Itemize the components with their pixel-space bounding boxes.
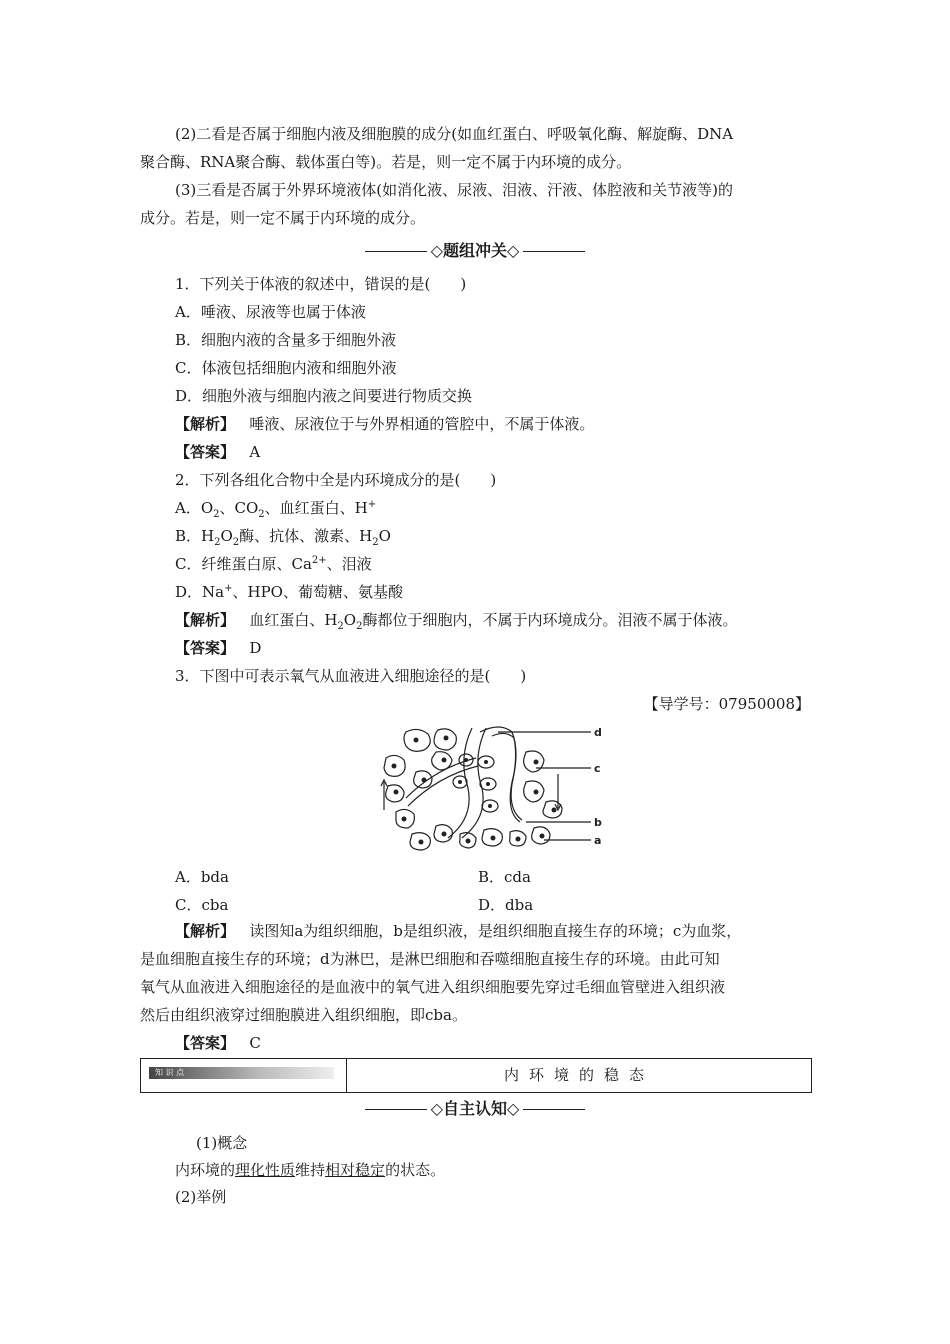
fig-label-c: c bbox=[594, 762, 601, 775]
analysis-label: 【解析】 bbox=[175, 415, 236, 433]
q2-answer bbox=[175, 638, 261, 658]
q2-stem: 2．下列各组化合物中全是内环境成分的是( ) bbox=[175, 471, 497, 489]
section-divider-self-study bbox=[0, 1099, 950, 1119]
underlined-term: 理化性质 bbox=[235, 1161, 296, 1179]
section-title: 内环境的稳态 bbox=[503, 1066, 654, 1084]
q2-option-a: A．$O_2$、$CO_2$、血红蛋白、H+ bbox=[175, 499, 377, 520]
q1-option-b: B．细胞内液的含量多于细胞外液 bbox=[175, 331, 397, 349]
q1-answer bbox=[175, 442, 260, 462]
q1-option-a: A．唾液、尿液等也属于体液 bbox=[175, 303, 366, 321]
fig-label-b: b bbox=[594, 816, 602, 829]
q3-stem: 3．下图中可表示氧气从血液进入细胞途径的是( ) bbox=[175, 667, 527, 685]
q2-option-d: D．Na+、HPO、葡萄糖、氨基酸 bbox=[175, 583, 403, 601]
analysis-label: 【解析】 bbox=[175, 611, 236, 629]
intro-p3-line1: (3)三看是否属于外界环境液体(如消化液、尿液、泪液、汗液、体腔液和关节液等)的 bbox=[175, 181, 733, 199]
analysis-text: 唾液、尿液位于与外界相通的管腔中，不属于体液。 bbox=[249, 415, 595, 433]
q3-option-d: D．dba bbox=[478, 896, 534, 914]
q2-option-b: B．$H_2O_2$酶、抗体、激素、$H_2O$ bbox=[175, 527, 391, 548]
section-header-box bbox=[140, 1058, 812, 1093]
q2-analysis: 【解析】 血红蛋白、$H_2O_2$酶都位于细胞内，不属于内环境成分。泪液不属于体液。 bbox=[175, 611, 738, 632]
q3-analysis-line1: 【解析】 读图知a为组织细胞，b是组织液，是组织细胞直接生存的环境；c为血浆， bbox=[175, 922, 742, 940]
q2-option-c: C．纤维蛋白原、$Ca^{2+}$、泪液 bbox=[175, 555, 372, 573]
divider-title: ◇自主认知◇ bbox=[430, 1099, 520, 1118]
example-label: (2)举例 bbox=[175, 1188, 227, 1206]
tissue-diagram bbox=[376, 722, 606, 862]
q1-option-d: D．细胞外液与细胞内液之间要进行物质交换 bbox=[175, 387, 473, 405]
q1-analysis bbox=[175, 414, 594, 434]
intro-p2-line1: (2)二看是否属于细胞内液及细胞膜的成分(如血红蛋白、呼吸氧化酶、解旋酶、DNA bbox=[175, 125, 734, 143]
q3-guide-number: 【导学号：07950008】 bbox=[643, 695, 810, 713]
q3-analysis-line2: 是血细胞直接生存的环境；d为淋巴，是淋巴细胞和吞噬细胞直接生存的环境。由此可知 bbox=[140, 950, 720, 968]
concept-label: (1)概念 bbox=[196, 1134, 248, 1152]
answer-text: C bbox=[249, 1034, 261, 1052]
q1-stem: 1．下列关于体液的叙述中，错误的是( ) bbox=[175, 275, 467, 293]
q1-option-c: C．体液包括细胞内液和细胞外液 bbox=[175, 359, 397, 377]
answer-text: A bbox=[249, 443, 261, 461]
section-tag: 知 识 点 bbox=[149, 1067, 334, 1079]
intro-p2-line2: 聚合酶、RNA聚合酶、载体蛋白等)。若是，则一定不属于内环境的成分。 bbox=[140, 153, 632, 171]
fig-label-d: d bbox=[594, 726, 602, 739]
fig-label-a: a bbox=[594, 834, 602, 847]
answer-label: 【答案】 bbox=[175, 1034, 236, 1052]
divider-title: ◇题组冲关◇ bbox=[430, 241, 520, 260]
answer-label: 【答案】 bbox=[175, 443, 236, 461]
q3-option-b: B．cda bbox=[478, 868, 531, 886]
intro-p3-line2: 成分。若是，则一定不属于内环境的成分。 bbox=[140, 209, 426, 227]
answer-text: D bbox=[249, 639, 262, 657]
q3-analysis-line4: 然后由组织液穿过细胞膜进入组织细胞，即cba。 bbox=[140, 1006, 467, 1024]
underlined-term: 相对稳定 bbox=[325, 1161, 386, 1179]
q3-answer bbox=[175, 1033, 261, 1053]
answer-label: 【答案】 bbox=[175, 639, 236, 657]
analysis-label: 【解析】 bbox=[175, 922, 236, 940]
q3-analysis-line3: 氧气从血液进入细胞途径的是血液中的氧气进入组织细胞要先穿过毛细血管壁进入组织液 bbox=[140, 978, 726, 996]
section-divider-practice bbox=[0, 241, 950, 261]
q3-option-c: C．cba bbox=[175, 896, 229, 914]
q3-option-a: A．bda bbox=[175, 868, 229, 886]
concept-definition: 内环境的理化性质维持相对稳定的状态。 bbox=[175, 1161, 446, 1179]
